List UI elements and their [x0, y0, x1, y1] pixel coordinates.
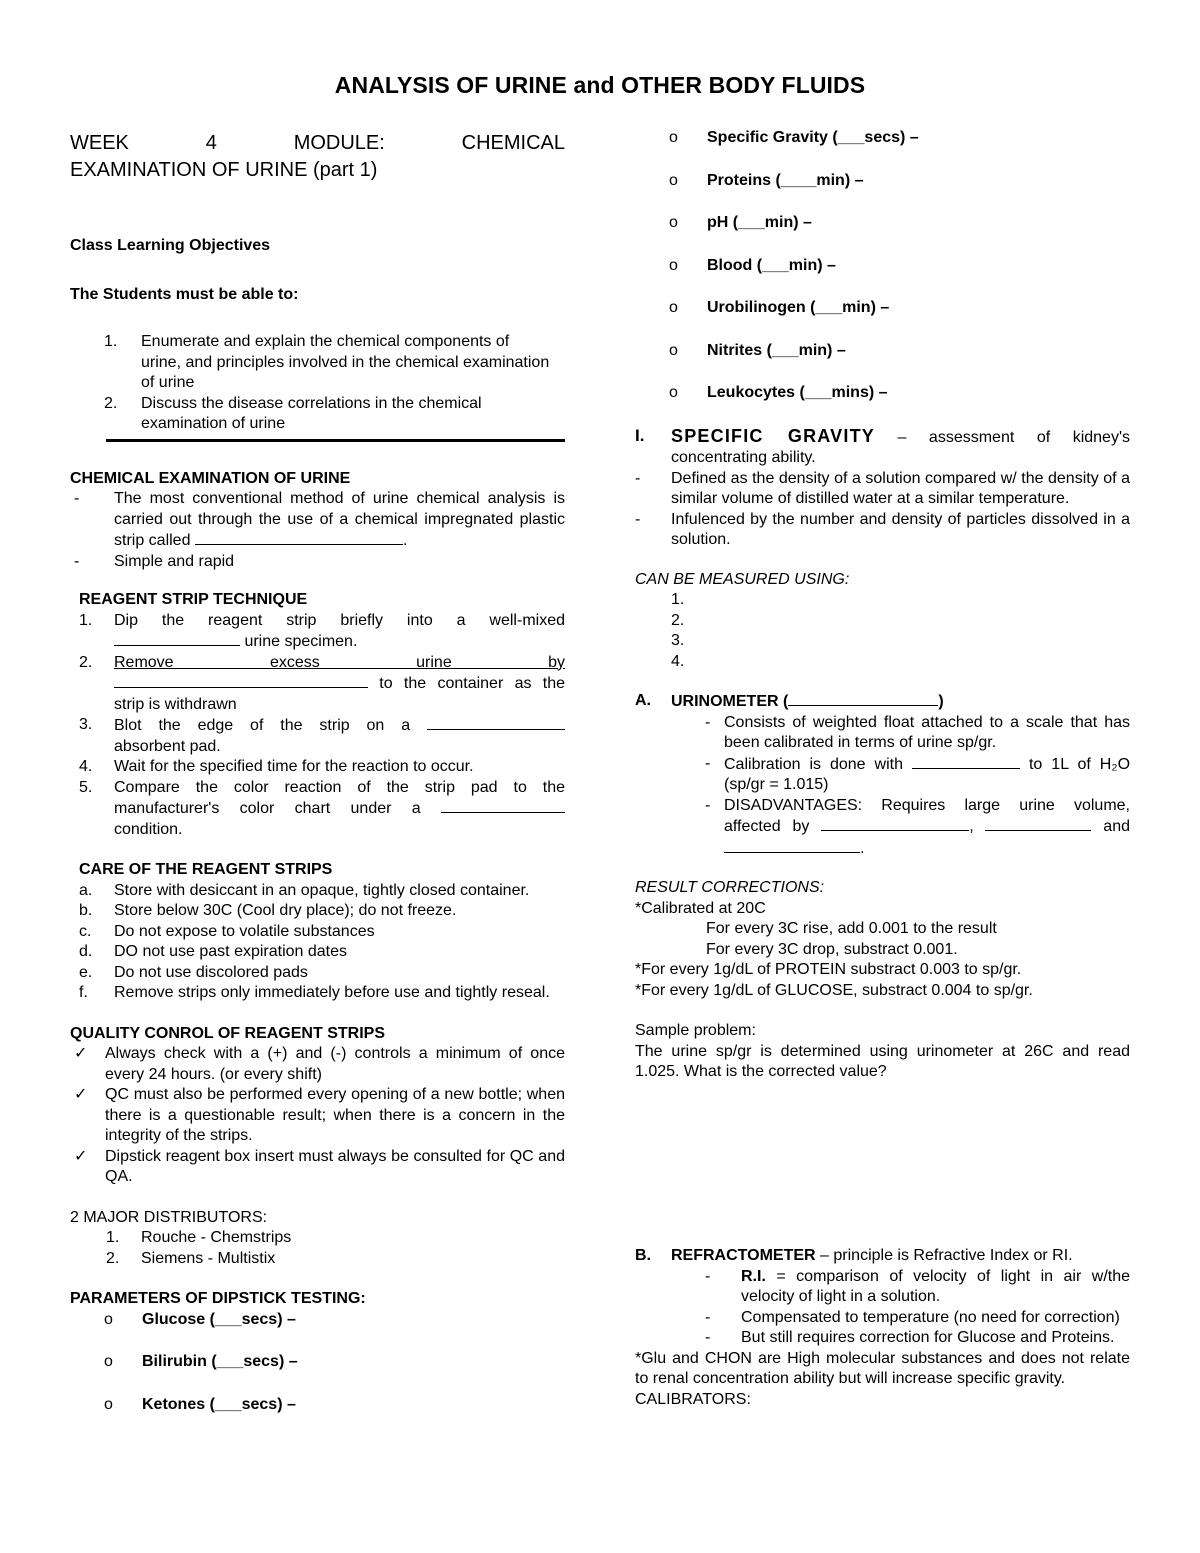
check-icon: ✓ — [74, 1086, 88, 1103]
fill-blank — [724, 838, 860, 853]
list-item: 2. Siemens - Multistix — [106, 1249, 276, 1267]
list-item: 3. Blot the edge of the strip on a absorbent pad. — [79, 715, 565, 757]
objectives-list — [70, 332, 565, 435]
fill-blank — [114, 631, 240, 646]
list-item: - Compensated to temperature (no need for correction) — [705, 1308, 1120, 1326]
fill-blank — [427, 715, 565, 730]
param-item: o Ketones (___secs) – — [104, 1395, 565, 1416]
measured-list — [671, 590, 1130, 672]
circle-bullet-icon: o — [669, 384, 678, 401]
param-item: o Leukocytes (___mins) – — [669, 383, 1130, 404]
list-item: - Consists of weighted float attached to a scale that has been calibrated in terms of urine sp/gr. — [705, 713, 1130, 751]
list-item: 1. Dip the reagent strip briefly into a well-mixed urine specimen. — [79, 611, 565, 650]
param-item: o Blood (___min) – — [669, 256, 1130, 277]
measured-heading: CAN BE MEASURED USING: — [635, 570, 850, 588]
reagent-strip-steps — [70, 611, 565, 841]
divider — [106, 439, 565, 442]
circle-bullet-icon: o — [669, 256, 678, 274]
param-item: o Proteins (____min) – — [669, 171, 1130, 192]
list-item: - The most conventional method of urine chemical analysis is carried out through the use of a chemical impregnated plastic strip called . — [74, 490, 565, 549]
circle-bullet-icon: o — [669, 129, 678, 146]
page-title: ANALYSIS OF URINE and OTHER BODY FLUIDS — [334, 72, 866, 98]
list-item: e. Do not use discolored pads — [79, 963, 308, 981]
list-item: - DISADVANTAGES: Requires large urine volume, affected by , and . — [705, 796, 1130, 857]
urinometer-heading: A. URINOMETER ( ) — [635, 692, 944, 710]
sample-problem-text: The urine sp/gr is determined using urinometer at 26C and read 1.025. What is the corrected value? — [635, 1042, 1130, 1080]
refractometer-list — [705, 1267, 1130, 1349]
list-item: - Defined as the density of a solution compared w/ the density of a similar volume of distilled water at a similar temperature. — [635, 469, 1130, 507]
fill-blank — [985, 816, 1091, 831]
urinometer-list — [705, 713, 1130, 860]
care-list — [70, 881, 565, 1004]
fill-blank — [821, 816, 969, 831]
module-title-line2: EXAMINATION OF URINE (part 1) — [70, 159, 378, 181]
qc-list — [70, 1044, 565, 1188]
list-item: ✓ Dipstick reagent box insert must always be consulted for QC and QA. — [74, 1147, 565, 1188]
list-item: 4. Wait for the specified time for the reaction to occur. — [79, 758, 474, 775]
list-item: 1. — [671, 591, 685, 608]
result-line: *Calibrated at 20C — [635, 899, 766, 917]
fill-blank — [912, 754, 1020, 769]
list-item: ✓ QC must also be performed every opening of a new bottle; when there is a questionable result; when there is a concern in the integrity of the strips. — [74, 1085, 565, 1147]
check-icon: ✓ — [74, 1147, 88, 1165]
list-item: - But still requires correction for Glucose and Proteins. — [705, 1329, 1115, 1346]
list-item: ✓ Always check with a (+) and (-) controls a minimum of once every 24 hours. (or every shift) — [74, 1044, 565, 1085]
right-column — [635, 128, 1131, 1408]
calibrators-label: CALIBRATORS: — [635, 1390, 751, 1408]
list-item: - Infulenced by the number and density of particles dissolved in a solution. — [635, 510, 1130, 548]
fill-blank — [441, 798, 565, 813]
result-line: For every 3C rise, add 0.001 to the result — [706, 920, 997, 937]
list-item: b. Store below 30C (Cool dry place); do not freeze. — [79, 902, 457, 919]
students-heading: The Students must be able to: — [70, 285, 299, 303]
list-item: 1. Rouche - Chemstrips — [106, 1229, 292, 1246]
reagent-strip-heading: REAGENT STRIP TECHNIQUE — [79, 591, 308, 608]
circle-bullet-icon: o — [669, 171, 678, 189]
param-item: o Nitrites (___min) – — [669, 341, 1130, 362]
list-item: d. DO not use past expiration dates — [79, 943, 348, 960]
circle-bullet-icon: o — [104, 1310, 113, 1328]
sample-problem-heading: Sample problem: — [635, 1022, 756, 1039]
left-column — [70, 130, 565, 1415]
list-item: c. Do not expose to volatile substances — [79, 922, 375, 940]
glu-chon-note: *Glu and CHON are High molecular substances and does not relate to renal concentration ability but will increase specific gravity. — [635, 1349, 1130, 1387]
param-item: o Specific Gravity (___secs) – — [669, 128, 1130, 149]
list-item: 2. — [671, 611, 685, 629]
param-item: o Bilirubin (___secs) – — [104, 1352, 565, 1373]
refractometer-section: B. REFRACTOMETER – principle is Refractive Index or RI. - R.I. = comparison of velocity of light in air w/the velocity of light in a solution. - Compensated to temperature (no need for correction) - But still requires correction for Glucose and Proteins. *Glu and CHON are High molecular substances and does not relate to renal concentration ability but will increase specific gravity. CALIBRATORS: — [635, 1246, 1130, 1410]
list-item: 2. Remove excess urine by to the container as the strip is withdrawn — [79, 653, 565, 713]
result-line: *For every 1g/dL of GLUCOSE, substract 0.004 to sp/gr. — [635, 981, 1033, 999]
qc-heading: QUALITY CONROL OF REAGENT STRIPS — [70, 1024, 385, 1042]
list-item: - Simple and rapid — [74, 552, 235, 570]
list-item: 1. Enumerate and explain the chemical components of urine, and principles involved in the chemical examination of urine — [104, 333, 550, 391]
list-item: 5. Compare the color reaction of the strip pad to the manufacturer's color chart under a condition. — [79, 778, 565, 838]
list-item: 3. — [671, 632, 685, 649]
specific-gravity-title: SPECIFIC GRAVITY — [671, 425, 875, 446]
check-icon: ✓ — [74, 1045, 88, 1062]
circle-bullet-icon: o — [669, 214, 678, 231]
refractometer-title: REFRACTOMETER — [671, 1247, 816, 1264]
params-heading: PARAMETERS OF DIPSTICK TESTING: — [70, 1290, 366, 1307]
objectives-heading: Class Learning Objectives — [70, 237, 271, 254]
list-item: 2. Discuss the disease correlations in the chemical examination of urine — [104, 394, 482, 432]
list-item: - R.I. = comparison of velocity of light in air w/the velocity of light in a solution. — [705, 1267, 1130, 1305]
param-item: o Glucose (___secs) – — [104, 1310, 565, 1331]
param-item: o Urobilinogen (___min) – — [669, 298, 1130, 319]
chem-exam-heading: CHEMICAL EXAMINATION OF URINE — [70, 469, 351, 487]
distributors-heading: 2 MAJOR DISTRIBUTORS: — [70, 1208, 268, 1226]
list-item: a. Store with desiccant in an opaque, tightly closed container. — [79, 881, 530, 899]
result-line: *For every 1g/dL of PROTEIN substract 0.003 to sp/gr. — [635, 961, 1022, 978]
param-item: o pH (___min) – — [669, 213, 1130, 234]
list-item: f. Remove strips only immediately before use and tightly reseal. — [79, 984, 550, 1001]
result-line: For every 3C drop, substract 0.001. — [706, 940, 958, 958]
result-corrections-heading: RESULT CORRECTIONS: — [635, 879, 825, 896]
list-item: 4. — [671, 652, 685, 670]
specific-gravity-section: I. SPECIFIC GRAVITY – assessment of kidney's concentrating ability. — [635, 425, 1130, 466]
circle-bullet-icon: o — [104, 1395, 113, 1413]
list-item: - Calibration is done with to 1L of H₂O (sp/gr = 1.015) — [705, 754, 1131, 793]
circle-bullet-icon: o — [104, 1353, 113, 1370]
fill-blank — [788, 691, 938, 706]
fill-blank — [195, 530, 403, 545]
circle-bullet-icon: o — [669, 299, 678, 316]
module-title — [70, 130, 565, 184]
module-title-line1: WEEK 4 MODULE: CHEMICAL — [70, 132, 565, 154]
circle-bullet-icon: o — [669, 341, 678, 359]
fill-blank — [114, 673, 368, 688]
care-heading: CARE OF THE REAGENT STRIPS — [79, 861, 333, 878]
